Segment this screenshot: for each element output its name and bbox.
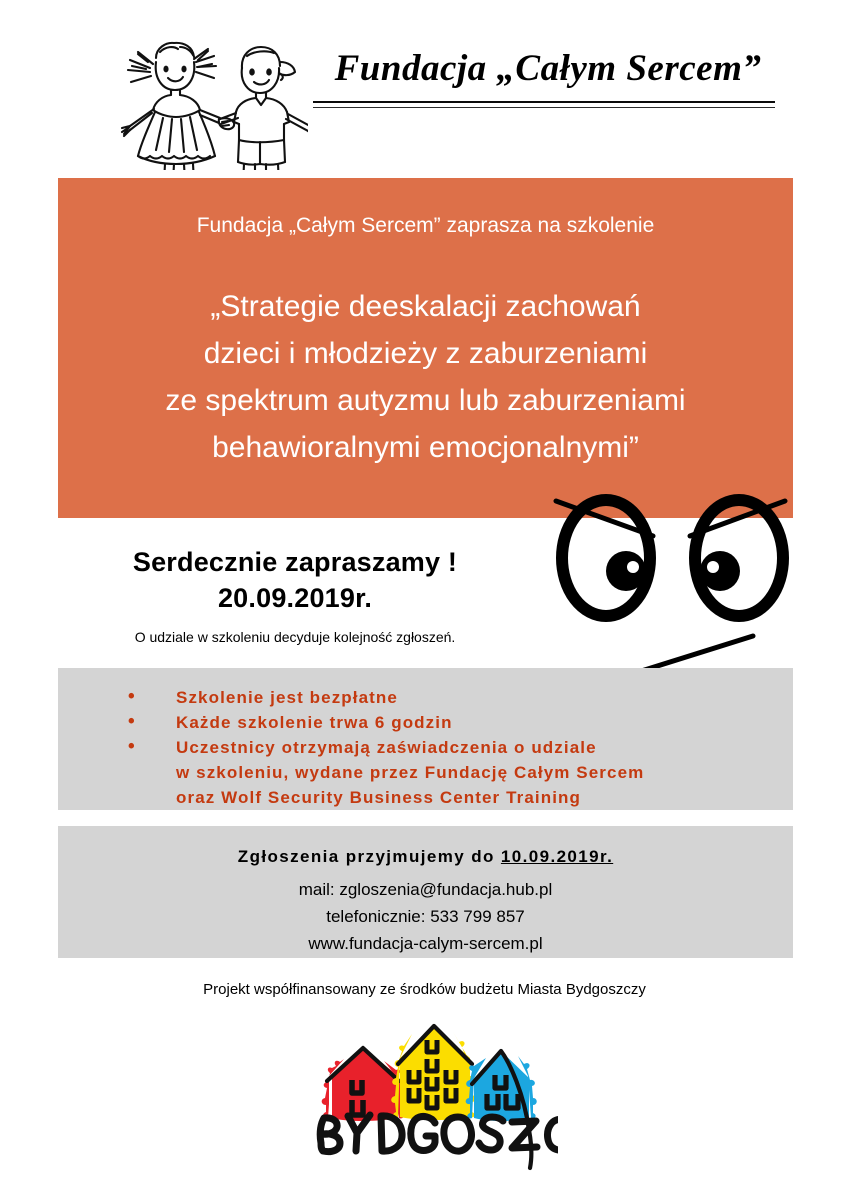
- training-title-line-3: ze spektrum autyzmu lub zaburzeniami: [165, 384, 686, 417]
- title-underline-rule: [313, 101, 775, 108]
- registration-deadline: [58, 847, 793, 867]
- benefits-panel: [58, 668, 793, 810]
- contact-details: [58, 876, 793, 957]
- invitation-headline: Serdecznie zapraszamy !: [132, 547, 458, 577]
- poster-header: [0, 0, 849, 178]
- contact-panel: [58, 826, 793, 958]
- orange-banner: [58, 178, 793, 518]
- training-title-line-4: behawioralnymi emocjonalnymi”: [212, 431, 639, 464]
- list-item: [120, 710, 644, 735]
- foundation-title: Fundacja „Całym Sercem”: [334, 48, 762, 89]
- list-item-line-1: • Każde szkolenie trwa 6 godzin: [176, 713, 453, 732]
- list-item-line-1: • Szkolenie jest bezpłatne: [176, 688, 398, 707]
- contact-phone[interactable]: telefonicznie: 533 799 857: [326, 907, 525, 926]
- contact-website[interactable]: www.fundacja-calym-sercem.pl: [308, 934, 543, 953]
- funding-note: Projekt współfinansowany ze środków budżetu Miasta Bydgoszczy: [203, 981, 646, 998]
- training-title: [58, 283, 793, 471]
- invitation-block: [95, 545, 495, 647]
- deadline-prefix-text: Zgłoszenia przyjmujemy do: [237, 847, 501, 866]
- list-item-line-2: w szkoleniu, wydane przez Fundację Całym Sercem: [176, 763, 645, 782]
- benefits-list: [120, 685, 644, 810]
- training-title-line-1: „Strategie deeskalacji zachowań: [210, 290, 641, 323]
- list-item-line-1: • Uczestnicy otrzymają zaświadczenia o udziale: [176, 738, 597, 757]
- list-item: [120, 735, 644, 810]
- list-item: [120, 685, 644, 710]
- list-item-line-3: oraz Wolf Security Business Center Training: [176, 788, 582, 807]
- training-title-line-2: dzieci i młodzieży z zaburzeniami: [203, 337, 648, 370]
- contact-email[interactable]: mail: zgloszenia@fundacja.hub.pl: [298, 880, 553, 899]
- two-children-holding-hands-icon: [108, 22, 308, 170]
- bydgoszcz-city-logo-icon: [296, 1018, 558, 1183]
- invitation-date: 20.09.2019r.: [217, 583, 373, 613]
- invitation-note: O udziale w szkoleniu decyduje kolejność zgłoszeń.: [134, 629, 456, 645]
- banner-invite-text: Fundacja „Całym Sercem” zaprasza na szkolenie: [196, 214, 655, 237]
- deadline-date-text: 10.09.2019r.: [500, 847, 614, 866]
